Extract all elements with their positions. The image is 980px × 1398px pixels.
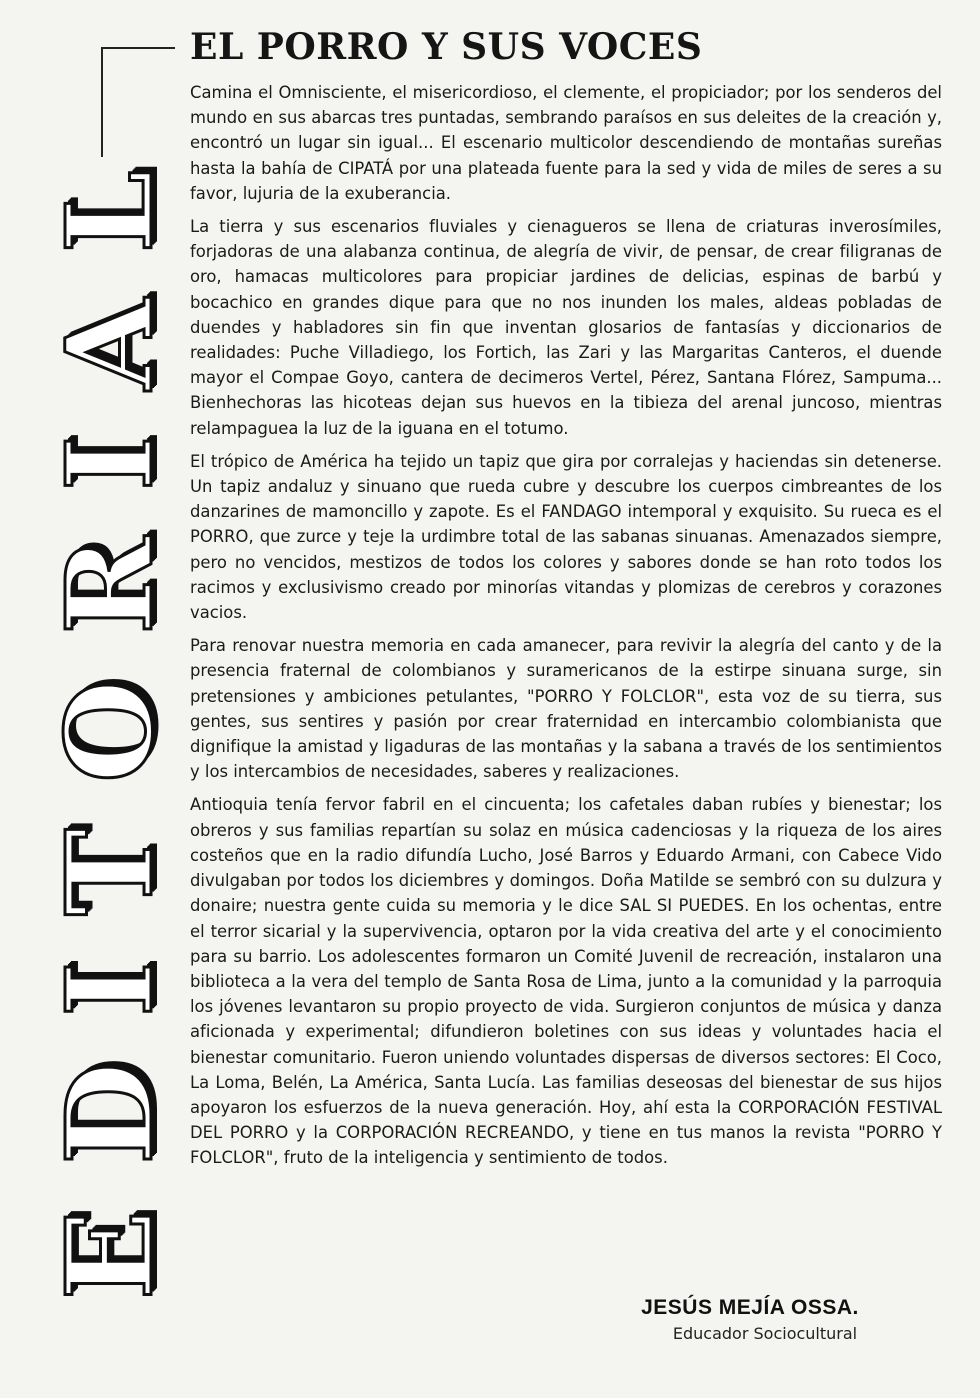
title-rule-vertical — [101, 47, 103, 157]
section-label-editorial — [40, 170, 179, 1300]
author-role: Educador Sociocultural — [672, 1324, 858, 1343]
section-letter: A — [40, 298, 179, 391]
paragraph: Para renovar nuestra memoria en cada amanecer, para revivir la alegría del canto y de la presencia fraternal de colombianos y suramericanos de la estirpe sinuana surge, sin pretensiones y ambiciones petulantes, "PORRO Y FOLCLOR", esta voz de su tierra, sus gentes, sus sentires y pasión por crear fraternidad en intercambio colombianista que dignifique la amistad y ligaduras de las montañas y la sabana a través de los sentimientos y los intercambios de necesidades, saberes y realizaciones. — [190, 636, 942, 782]
paragraph: El trópico de América ha tejido un tapiz que gira por corralejas y haciendas sin detenerse. Un tapiz andaluz y sinuano que rueda cubre y descubre los cuerpos cimbreantes de los danzarines de mamoncillo y zapote. Es el FANDAGO intemporal y exquisito. Su rueca es el PORRO, que zurce y teje la urdimbre total de las sabanas sinuanas. Amenazados siempre, pero no vencidos, mestizos de todos los colores y sabores donde se han roto todos los racimos y exclusivismo creado por minorías vitandas y plomizas de cerebros y corazones vacios. — [190, 451, 942, 623]
section-letter: T — [40, 828, 179, 917]
section-letter: E — [40, 1210, 179, 1300]
section-letter: R — [40, 536, 179, 635]
article-body — [190, 80, 942, 1179]
title-rule-horizontal — [101, 47, 175, 49]
section-letter: L — [40, 170, 179, 254]
section-letter: O — [40, 679, 179, 783]
article-title: EL PORRO Y SUS VOCES — [190, 26, 703, 68]
section-letter: I — [40, 435, 179, 491]
section-letter: I — [40, 961, 179, 1017]
paragraph: Camina el Omnisciente, el misericordioso, el clemente, el propiciador; por los senderos del mundo en sus abarcas tres puntadas, sembrando paraísos en sus deleites de la creación y, encontró un lugar sin igual... El escenario multicolor descendiendo de montañas sureñas hasta la bahía de CIPATÁ por una plateada fuente para la sed y vida de miles de seres a su favor, lujuria de la exuberancia. — [190, 83, 942, 203]
author-signature — [560, 1296, 940, 1343]
paragraph: Antioquia tenía fervor fabril en el cincuenta; los cafetales daban rubíes y bienestar; los obreros y sus familias repartían su solaz en música cadenciosas y la riqueza de los aires costeños que en la radio difundía Lucho, José Barros y Eduardo Armani, con Cabece Vido divulgaban por todos los diciembres y domingos. Doña Matilde se sembró con su dulzura y donaire; nuestra gente cuida su memoria y le dice SAL SI PUEDES. En los ochentas, entre el terror sicarial y la supervivencia, optaron por la vida creativa del arte y el conocimiento para su barrio. Los adolescentes formaron un Comité Juvenil de recreación, instalaron una biblioteca a la vera del templo de Santa Rosa de Lima, junto a la comunidad y la parroquia los jóvenes levantaron su propio proyecto de vida. Surgieron conjuntos de música y danza aficionada y experimental; difundieron boletines con sus ideas y voluntades hacia el bienestar comunitario. Fueron uniendo voluntades dispersas de diversos sectores: El Coco, La Loma, Belén, La América, Santa Lucía. Las familias deseosas del bienestar de sus hijos apoyaron los esfuerzos de la nueva generación. Hoy, ahí esta la CORPORACIÓN FESTIVAL DEL PORRO y la CORPORACIÓN RECREANDO, y tiene en tus manos la revista "PORRO Y FOLCLOR", fruto de la inteligencia y sentimiento de todos. — [190, 795, 942, 1168]
author-name: JESÚS MEJÍA OSSA. — [641, 1296, 859, 1319]
paragraph: La tierra y sus escenarios fluviales y cienagueros se llena de criaturas inverosímiles, forjadoras de una alabanza continua, de alegría de vivir, de pensar, de crear filigranas de oro, hamacas multicolores para propiciar jardines de delicias, espinas de barbú y bocachico en grandes dique para que no nos inunden los males, aldeas pobladas de duendes y habladores sin fin que inventan glosarios de fantasías y diccionarios de realidades: Puche Villadiego, los Fortich, las Zari y las Margaritas Canteros, el duende mayor el Compae Goyo, cantera de decimeros Vertel, Pérez, Santana Flórez, Sampuma... Bienhechoras las hicoteas dejan sus huevos en la tibieza del arenal juncoso, mientras relampaguea la luz de la iguana en el totumo. — [190, 217, 942, 438]
section-letter: D — [40, 1062, 179, 1165]
